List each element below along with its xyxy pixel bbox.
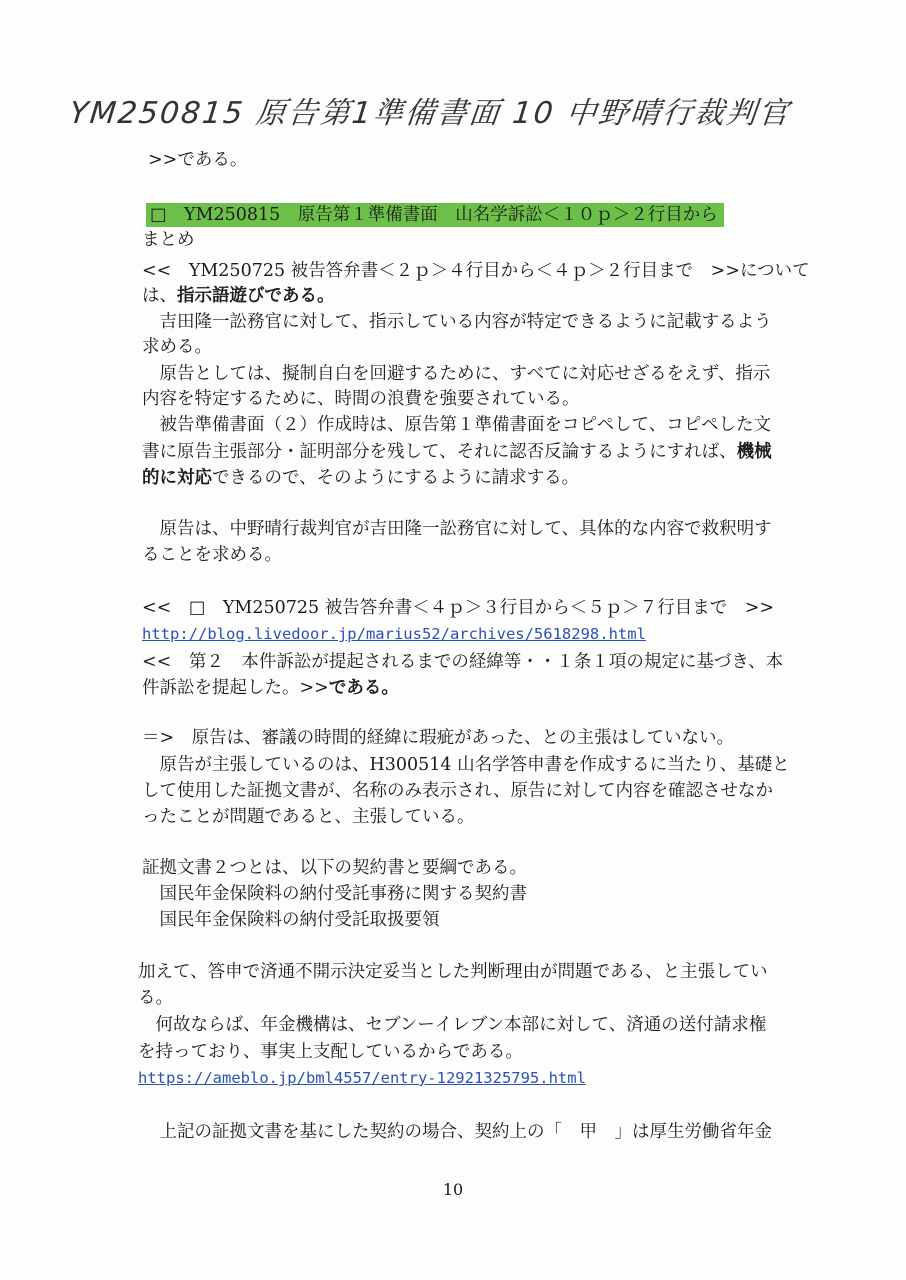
- text-span: 件訴訟を提起した。>>: [142, 678, 329, 698]
- text-line: [142, 466, 579, 490]
- text-span: できるので、そのようにするように請求する。: [212, 468, 580, 488]
- text-line: 求める。: [142, 337, 212, 357]
- text-line: >>である。: [148, 150, 248, 170]
- text-line: 何故ならば、年金機構は、セブンーイレブン本部に対して、済通の送付請求権: [138, 1015, 767, 1035]
- text-line: << □ YM250725 被告答弁書＜４ｐ＞３行目から＜５ｐ＞７行目まで >>: [142, 598, 775, 618]
- text-line: 原告が主張しているのは、H300514 山名学答申書を作成するに当たり、基礎と: [142, 755, 790, 775]
- handwritten-header: YM250815 原告第1準備書面 10 中野晴行裁判官: [67, 96, 793, 131]
- text-line: まとめ: [142, 230, 195, 250]
- text-line: << 第２ 本件訴訟が提起されるまでの経緯等・・１条１項の規定に基づき、本: [142, 652, 784, 672]
- text-line: ＝> 原告は、審議の時間的経緯に瑕疵があった、との主張はしていない。: [142, 728, 734, 748]
- highlighted-heading: [146, 203, 724, 227]
- text-line: 吉田隆一訟務官に対して、指示している内容が特定できるように記載するよう: [142, 312, 772, 332]
- text-line: 加えて、答申で済通不開示決定妥当とした判断理由が問題である、と主張してい: [138, 962, 768, 982]
- text-line: [142, 284, 335, 308]
- text-span: 書に原告主張部分・証明部分を残して、それに認否反論するようにすれば、: [142, 442, 737, 462]
- text-line: 国民年金保険料の納付受託取扱要領: [142, 910, 440, 930]
- text-line: 国民年金保険料の納付受託事務に関する契約書: [142, 884, 527, 904]
- text-line: ることを求める。: [142, 545, 282, 565]
- url-link[interactable]: [142, 622, 646, 646]
- page-number: 10: [442, 1180, 464, 1199]
- text-line: 原告としては、擬制自白を回避するために、すべてに対応せざるをえず、指示: [142, 364, 771, 384]
- bold-text: 的に対応: [142, 468, 212, 488]
- text-line: 証拠文書２つとは、以下の契約書と要綱である。: [142, 858, 527, 878]
- link-text[interactable]: https://ameblo.jp/bml4557/entry-12921325795.html: [138, 1069, 586, 1087]
- link-text[interactable]: http://blog.livedoor.jp/marius52/archives/5618298.html: [142, 625, 646, 643]
- text-line: [142, 676, 399, 700]
- text-line: る。: [138, 988, 173, 1008]
- text-line: を持っており、事実上支配しているからである。: [138, 1042, 523, 1062]
- text-line: 上記の証拠文書を基にした契約の場合、契約上の「 甲 」は厚生労働省年金: [142, 1122, 772, 1142]
- text-span: は、: [142, 286, 177, 306]
- bold-text: 指示語遊びである。: [177, 286, 335, 306]
- highlight-text: □ YM250815 原告第１準備書面 山名学訴訟＜１０ｐ＞２行目から: [146, 203, 724, 227]
- bold-text: 機械: [736, 442, 772, 462]
- url-link[interactable]: [138, 1066, 586, 1090]
- text-line: 内容を特定するために、時間の浪費を強要されている。: [142, 389, 580, 409]
- text-line: 原告は、中野晴行裁判官が吉田隆一訟務官に対して、具体的な内容で救釈明す: [142, 519, 772, 539]
- text-line: 被告準備書面（２）作成時は、原告第１準備書面をコピペして、コピペした文: [142, 415, 771, 435]
- text-line: して使用した証拠文書が、名称のみ表示され、原告に対して内容を確認させなか: [142, 781, 774, 801]
- bold-text: である。: [328, 678, 399, 698]
- text-line: ったことが問題であると、主張している。: [142, 807, 475, 827]
- text-line: << YM250725 被告答弁書＜２ｐ＞４行目から＜４ｐ＞２行目まで >>について: [142, 261, 810, 281]
- text-line: [142, 440, 772, 464]
